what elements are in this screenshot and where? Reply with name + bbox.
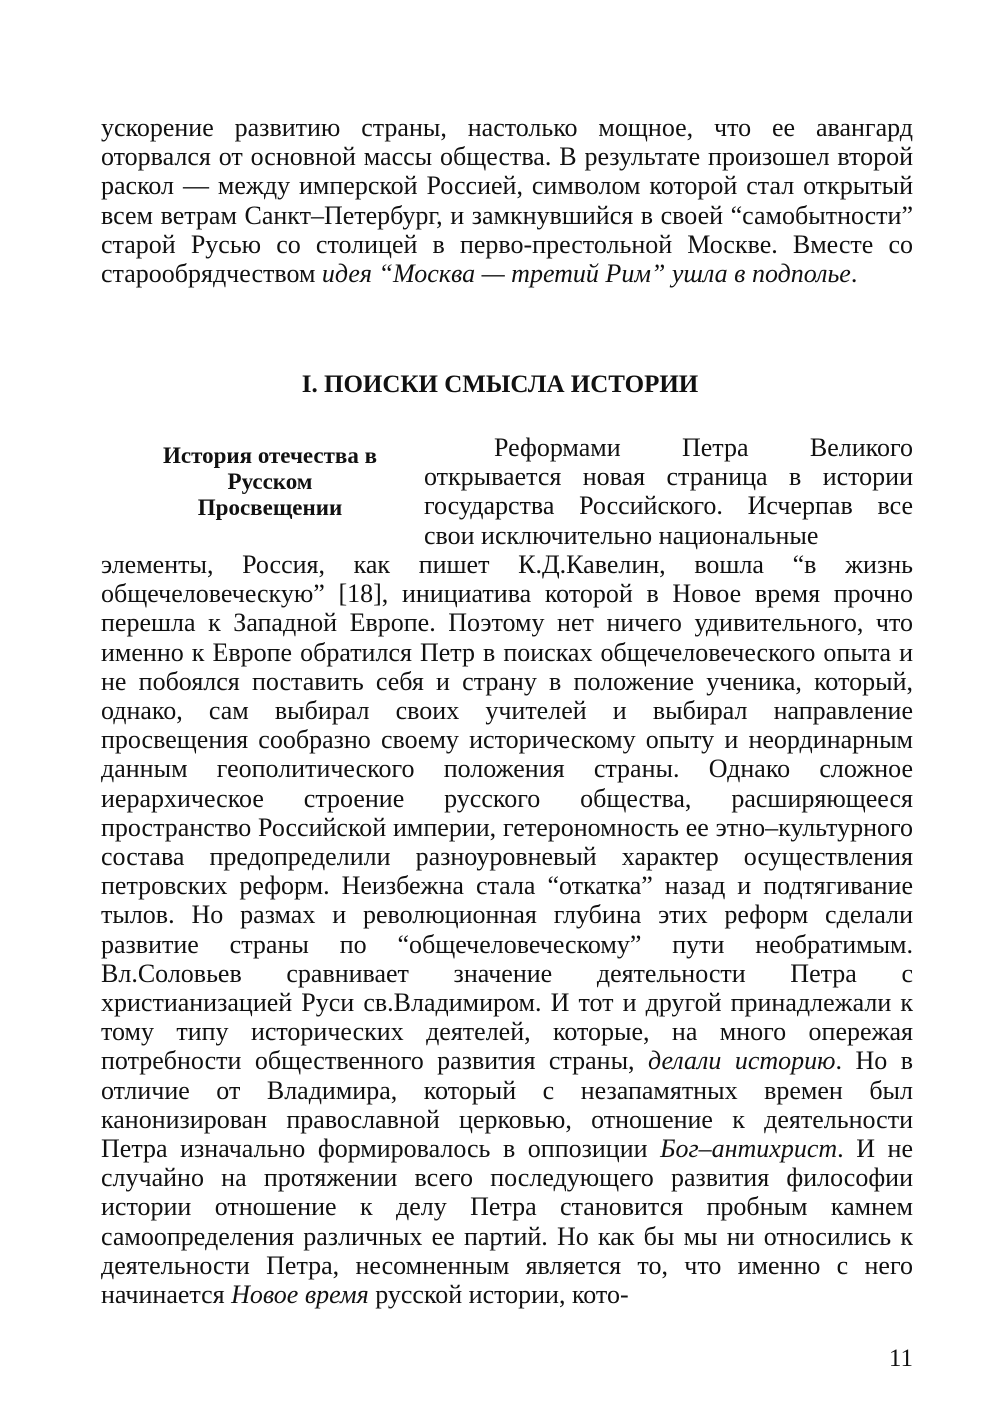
main-italic-3: Новое время xyxy=(231,1280,369,1310)
main-italic-2: Бог–антихрист xyxy=(660,1134,838,1164)
intro-text: ускорение развитию страны, настолько мощное, что ее авангард оторвался от основной массы общества. В результате произошел второй раскол — между имперской Россией, символом которой стал открытый всем ветрам Санкт–Петербург, и замкнувшийся в своей “самобытности” старой Русью со столицей в перво-престольной Москве. Вместе со старообрядчеством xyxy=(101,113,913,289)
side-heading xyxy=(130,443,410,521)
main-text-4: русской истории, кото- xyxy=(368,1280,629,1310)
main-paragraph xyxy=(101,550,913,1309)
main-text-1: элементы, Россия, как пишет К.Д.Кавелин, вошла “в жизнь общечеловеческую” [18], инициатива которой в Новое время прочно перешла к Западной Европе. Поэтому нет ничего удивительного, что именно к Европе обратился Петр в поисках общечеловеческого опыта и не побоялся поставить себя и страну в положение ученика, который, однако, сам выбирал своих учителей и выбирал направление просвещения сообразно своему историческому опыту и неординарным данным геополитического положения страны. Однако сложное иерархическое строение русского общества, расширяющееся пространство Российской империи, гетерономность ее этно–культурного состава предопределили разноуровневый характер осуществления петровских реформ. Неизбежна стала “откатка” назад и подтягивание тылов. Но размах и революционная глубина этих реформ сделали развитие страны по “общечеловеческому” пути необратимым. Вл.Соловьев сравнивает значение деятельности Петра с христианизацией Руси св.Владимиром. И тот и другой принадлежали к тому типу исторических деятелей, которые, на много опережая потребности общественного развития страны, xyxy=(101,550,913,1076)
side-heading-line-1: История отечества в xyxy=(162,443,378,468)
main-text-3: . И не случайно на протяжении всего последующего развития философии истории отношение к делу Петра становится пробным камнем самоопределения различных ее партий. Но как бы мы ни относились к деятельности Петра, несомненным является то, что именно с него начинается xyxy=(101,1134,913,1310)
side-heading-line-3: Просвещении xyxy=(197,495,343,520)
section-title: I. ПОИСКИ СМЫСЛА ИСТОРИИ xyxy=(301,371,699,398)
side-heading-line-2: Русском xyxy=(227,469,313,494)
intro-paragraph xyxy=(101,113,913,288)
main-italic-1: делали историю xyxy=(648,1046,836,1076)
main-text-2: . Но в отличие от Владимира, который с незапамятных времен был канонизирован православной церковью, отношение к деятельности Петра изначально формировалось в оппозиции xyxy=(101,1046,913,1164)
intro-end: . xyxy=(850,259,858,289)
page-number: 11 xyxy=(888,1345,913,1372)
lead-paragraph: Реформами Петра Великого открывается новая страница в истории государства Российского. Исчерпав все свои исключительно национальные xyxy=(424,433,913,550)
intro-italic-phrase: идея “Москва — третий Рим” ушла в подполье xyxy=(321,259,851,289)
